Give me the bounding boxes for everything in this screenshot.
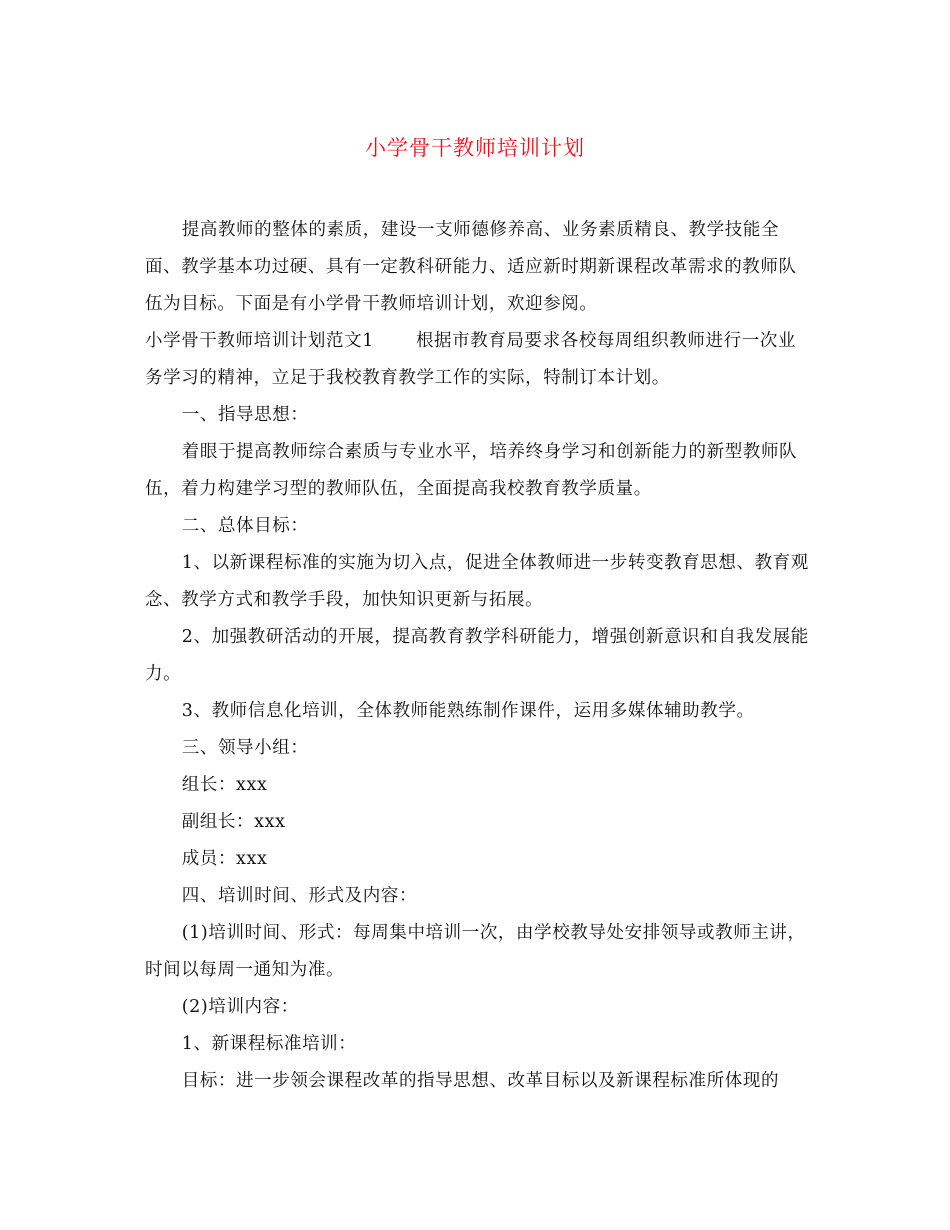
item-1: (1)培训时间、形式：每周集中培训一次，由学校教导处安排领导或教师主讲，时间以每周一通知为准。 (145, 923, 806, 980)
members-line: 成员：xxx (181, 849, 268, 869)
sub-item-1: 1、新课程标准培训： (181, 1034, 357, 1054)
section1-text: 着眼于提高教师综合素质与专业水平，培养终身学习和创新能力的新型教师队伍，着力构建学习型的教师队伍，全面提高我校教育教学质量。 (145, 442, 798, 499)
sample-paragraph (145, 323, 810, 397)
section2-heading: 二、总体目标： (181, 516, 309, 536)
deputy-line: 副组长：xxx (181, 812, 286, 832)
section1-heading: 一、指导思想： (181, 405, 309, 425)
sample-intro: 根据市教育局要求各校每周组织教师进行一次业务学习的精神，立足于我校教育教学工作的实际，特制订本计划。 (145, 331, 797, 388)
goal-2: 2、加强教研活动的开展，提高教育教学科研能力，增强创新意识和自我发展能力。 (145, 627, 809, 684)
item-2: (2)培训内容： (181, 997, 299, 1017)
intro-paragraph: 提高教师的整体的素质，建设一支师德修养高、业务素质精良、教学技能全面、教学基本功过硬、具有一定教科研能力、适应新时期新课程改革需求的教师队伍为目标。下面是有小学骨干教师培训计划，欢迎参阅。 (145, 220, 797, 314)
document-title: 小学骨干教师培训计划 (365, 136, 585, 160)
document-body (145, 212, 810, 1100)
section4-heading: 四、培训时间、形式及内容： (181, 886, 418, 906)
sample-heading: 小学骨干教师培训计划范文1 (145, 331, 374, 351)
section3-heading: 三、领导小组： (181, 738, 309, 758)
leader-line: 组长：xxx (181, 775, 268, 795)
goal-1: 1、以新课程标准的实施为切入点，促进全体教师进一步转变教育思想、教育观念、教学方式和教学手段，加快知识更新与拓展。 (145, 553, 809, 610)
goal-3: 3、教师信息化培训，全体教师能熟练制作课件，运用多媒体辅助教学。 (181, 701, 755, 721)
target-line: 目标：进一步领会课程改革的指导思想、改革目标以及新课程标准所体现的 (181, 1071, 780, 1091)
